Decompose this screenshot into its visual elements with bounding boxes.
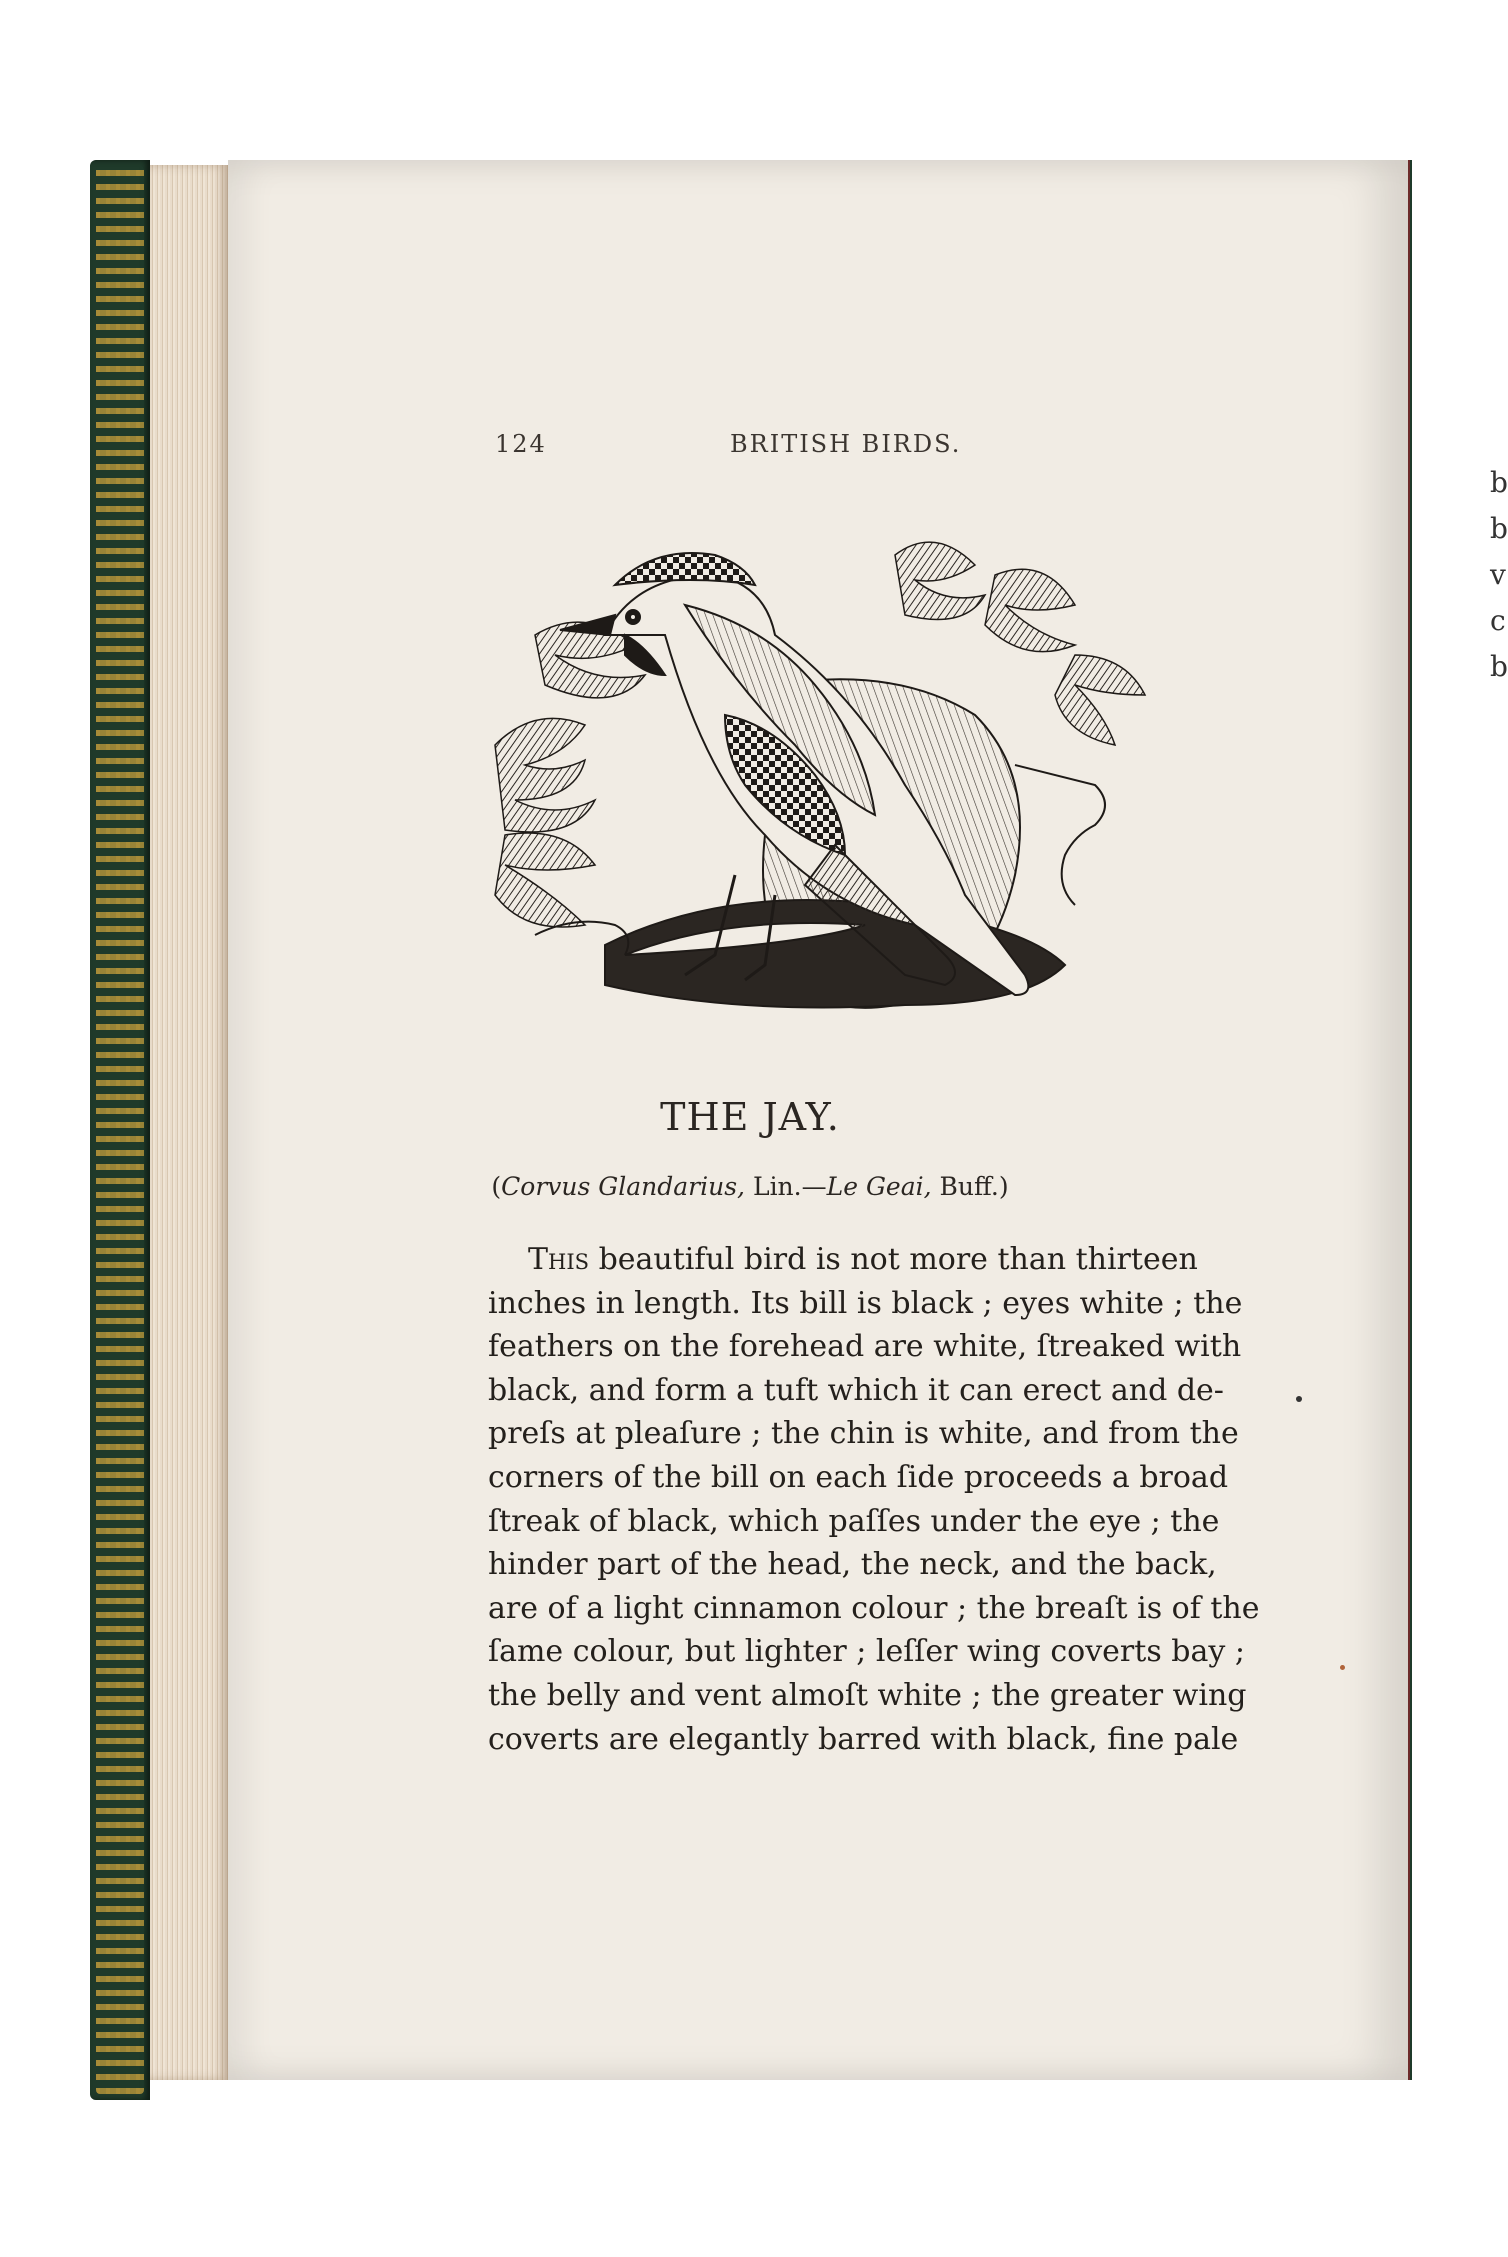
text-line: corners of the bill on each ſide proceeds a broad (488, 1459, 1229, 1495)
text-line: are of a light cinnamon colour ; the breaſt is of the (488, 1590, 1260, 1626)
running-title: BRITISH BIRDS. (730, 430, 962, 458)
buffon-ref: Buff.) (931, 1172, 1009, 1201)
ink-speck (1340, 1665, 1345, 1670)
text-line: hinder part of the head, the neck, and the back, (488, 1547, 1217, 1583)
facing-fragment: b (1490, 650, 1508, 683)
linnaeus-name: Corvus Glandarius, (501, 1172, 746, 1201)
text-line: preſs at pleaſure ; the chin is white, and from the (488, 1416, 1239, 1452)
text-line: black, and form a tuft which it can erect and de- (488, 1372, 1224, 1408)
buffon-name: Le Geai, (826, 1172, 932, 1201)
text-line: feathers on the forehead are white, ſtreaked with (488, 1329, 1242, 1365)
facing-fragment: v (1490, 558, 1506, 591)
foliage-left (495, 622, 645, 927)
facing-fragment: c (1490, 604, 1506, 637)
facing-fragment: b (1490, 512, 1508, 545)
text-line: ſame colour, but lighter ; leſſer wing coverts bay ; (488, 1634, 1245, 1670)
text-line: ſtreak of black, which paſſes under the eye ; the (488, 1503, 1220, 1539)
text-line: inches in length. Its bill is black ; eyes white ; the (488, 1285, 1243, 1321)
entry-heading: THE JAY. (660, 1095, 840, 1139)
text-line: This beautiful bird is not more than thirteen (528, 1242, 1198, 1277)
entry-body (488, 1238, 1260, 1761)
jay-woodcut-illustration (475, 515, 1185, 1055)
linnaeus-ref: Lin.— (745, 1172, 827, 1201)
synonym-open-paren: ( (491, 1172, 502, 1201)
page-number: 124 (495, 430, 547, 458)
facing-fragment: b (1490, 466, 1508, 499)
first-word: This (528, 1242, 590, 1277)
text-line: coverts are elegantly barred with black, fine pale (488, 1721, 1239, 1757)
text-line: the belly and vent almoſt white ; the greater wing (488, 1677, 1247, 1713)
facing-page-fragments (1490, 460, 1508, 690)
ink-speck (1296, 1396, 1302, 1402)
entry-synonyms (0, 1172, 1500, 1201)
